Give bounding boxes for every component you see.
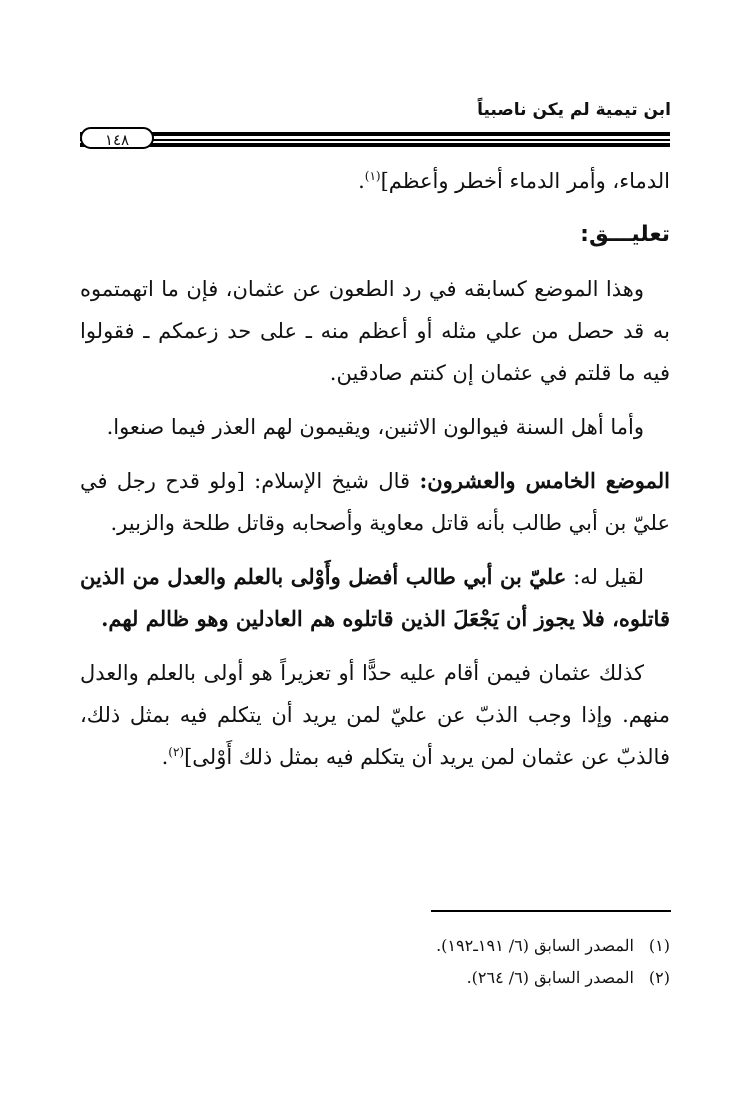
footnote-1 (80, 930, 670, 962)
paragraph-position-25 (80, 460, 670, 544)
section-label: الموضع الخامس والعشرون: (419, 468, 670, 493)
footnotes (80, 930, 670, 994)
quote-end-period: . (358, 169, 365, 193)
section-quote: قال شيخ الإسلام: [ولو قدح رجل في عليّ بن أبي طالب بأنه قاتل معاوية وأصحابه وقاتل طلحة والزبير. (80, 469, 670, 535)
uthman-period: . (161, 745, 169, 769)
header-rule-thin (80, 139, 670, 141)
header-rule-thick (80, 132, 670, 136)
main-text (80, 160, 670, 790)
uthman-text: كذلك عثمان فيمن أقام عليه حدًّا أو تعزيراً هو أولى بالعلم والعدل منهم. وإذا وجب الذبّ عن عليّ لمن يريد أن يتكلم فيه بمثل ذلك، فالذبّ عن عثمان لمن يريد أن يتكلم فيه بمثل ذلك أَوْلى] (80, 661, 670, 769)
paragraph-continuation (80, 160, 670, 202)
footnote-mark: (٢) (648, 968, 670, 987)
comment-heading: تعليـــق: (580, 222, 670, 247)
reply-bold-text: عليّ بن أبي طالب أفضل وأَوْلى بالعلم والعدل من الذين قاتلوه، فلا يجوز أن يَجْعَلَ الذين قاتلوه هم العادلين وهو ظالم لهم. (80, 564, 670, 631)
reply-prefix: لقيل له: (566, 565, 644, 589)
footnote-text: المصدر السابق (٦/ ٢٦٤). (466, 968, 634, 987)
paragraph-comment: وهذا الموضع كسابقه في رد الطعون عن عثمان، فإن ما اتهمتموه به قد حصل من علي مثله أو أعظم منه ـ على حد زعمكم ـ فقولوا فيه ما قلتم في عثمان إن كنتم صادقين. (80, 277, 670, 385)
footnote-2 (80, 962, 670, 994)
footnote-text: المصدر السابق (٦/ ١٩١ـ١٩٢). (436, 936, 634, 955)
footnote-ref-1: (١) (364, 169, 381, 183)
paragraph-reply (80, 556, 670, 640)
paragraph-uthman (80, 652, 670, 778)
footnote-separator (431, 910, 671, 912)
footnote-mark: (١) (648, 936, 670, 955)
footnote-ref-2: (٢) (168, 745, 185, 759)
quote-end-text: الدماء، وأمر الدماء أخطر وأعظم] (380, 169, 670, 193)
page-number: ١٤٨ (80, 127, 154, 149)
running-title: ابن تيمية لم يكن ناصبياً (477, 100, 671, 120)
header-rule (80, 127, 670, 149)
paragraph-sunnah: وأما أهل السنة فيوالون الاثنين، ويقيمون لهم العذر فيما صنعوا. (106, 415, 644, 439)
header-rule-thick-lower (80, 143, 670, 147)
